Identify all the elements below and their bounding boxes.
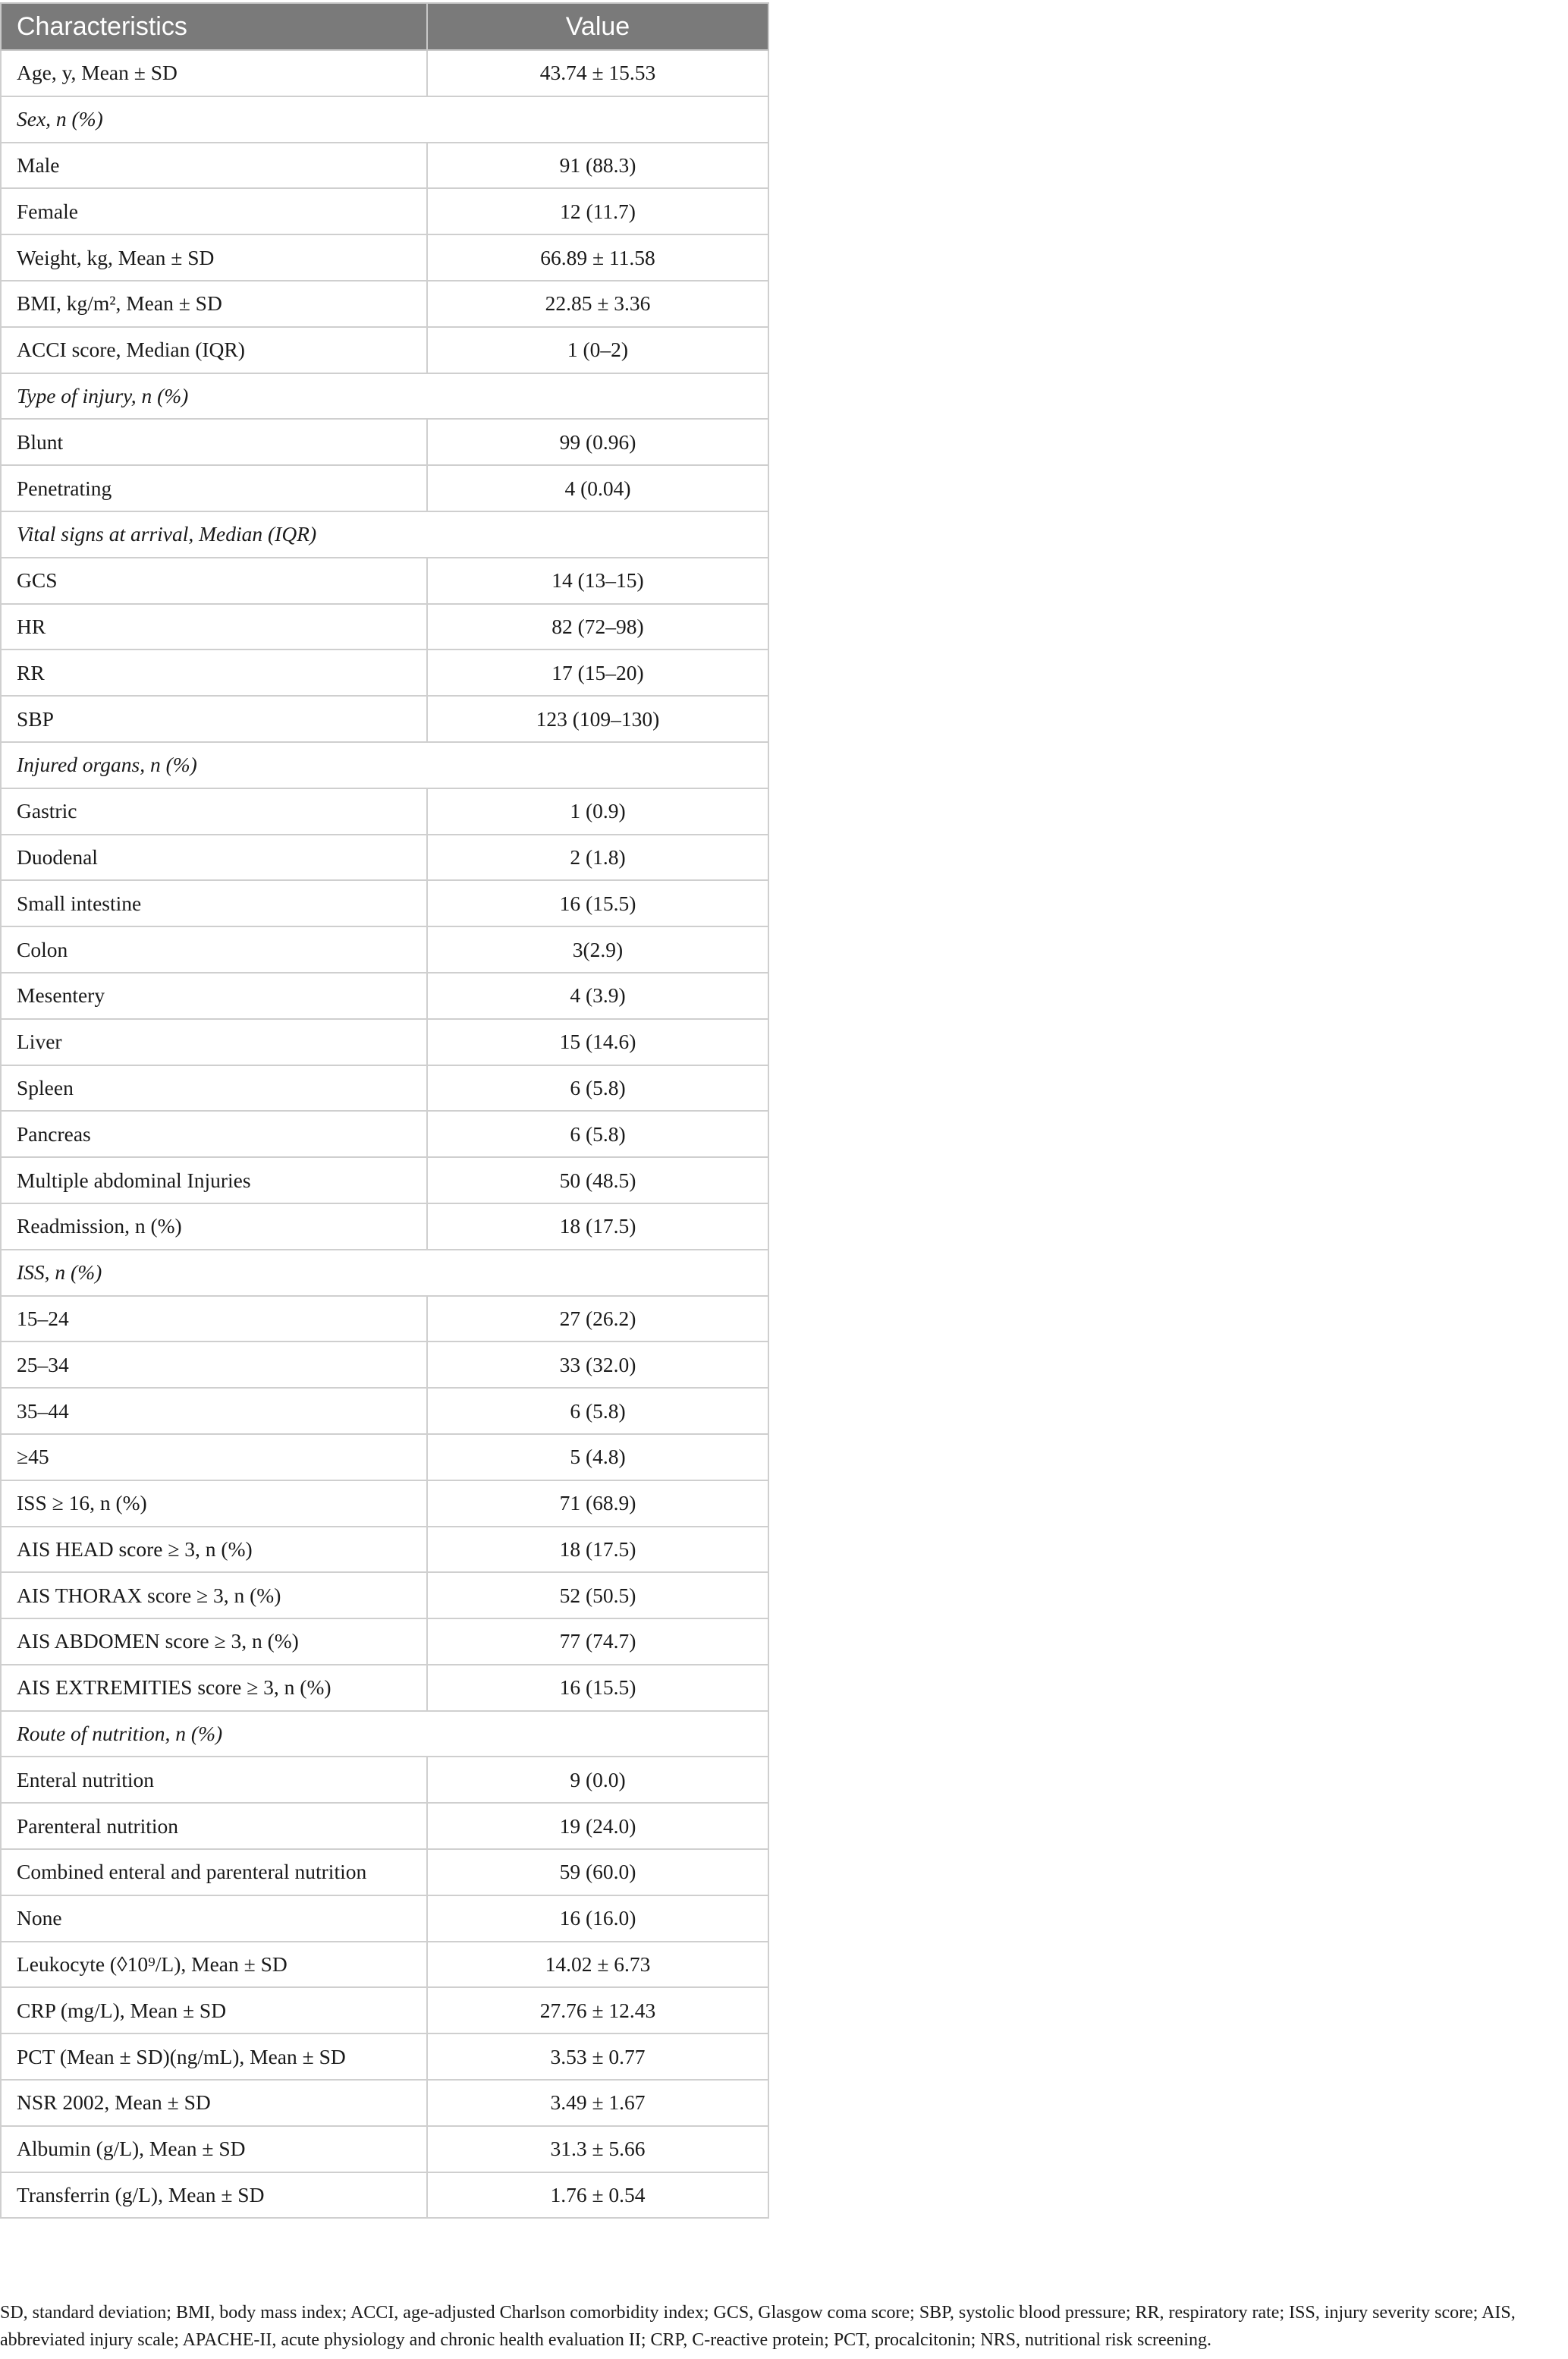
row-label: Penetrating [1, 465, 427, 511]
row-value: 19 (24.0) [427, 1803, 768, 1849]
row-label: Transferrin (g/L), Mean ± SD [1, 2172, 427, 2219]
row-value: 43.74 ± 15.53 [427, 50, 768, 96]
table-row [1, 281, 768, 327]
section-row [1, 96, 768, 143]
table-row [1, 650, 768, 696]
row-value: 2 (1.8) [427, 835, 768, 881]
table-row [1, 327, 768, 373]
row-value: 4 (0.04) [427, 465, 768, 511]
table-row [1, 2080, 768, 2126]
row-label: SBP [1, 696, 427, 742]
table-row [1, 1665, 768, 1711]
row-value: 33 (32.0) [427, 1341, 768, 1388]
row-value: 16 (15.5) [427, 880, 768, 926]
row-label: ≥45 [1, 1434, 427, 1480]
row-value: 1 (0–2) [427, 327, 768, 373]
row-label: Albumin (g/L), Mean ± SD [1, 2126, 427, 2172]
row-label: 15–24 [1, 1296, 427, 1342]
row-label: Spleen [1, 1065, 427, 1112]
table-row [1, 1434, 768, 1480]
table-row [1, 234, 768, 281]
row-label: Combined enteral and parenteral nutrition [1, 1849, 427, 1895]
table-row [1, 835, 768, 881]
table-row [1, 1019, 768, 1065]
row-label: BMI, kg/m², Mean ± SD [1, 281, 427, 327]
table-row [1, 2172, 768, 2219]
section-label: Injured organs, n (%) [1, 742, 768, 788]
row-value: 77 (74.7) [427, 1618, 768, 1665]
section-row [1, 373, 768, 420]
table-row [1, 880, 768, 926]
table-row [1, 2033, 768, 2080]
row-label: Gastric [1, 788, 427, 835]
row-value: 16 (16.0) [427, 1895, 768, 1942]
table-row [1, 188, 768, 234]
row-label: Leukocyte (◊10⁹/L), Mean ± SD [1, 1942, 427, 1988]
section-label: Route of nutrition, n (%) [1, 1711, 768, 1757]
section-label: Sex, n (%) [1, 96, 768, 143]
row-label: 35–44 [1, 1388, 427, 1434]
table-row [1, 1111, 768, 1157]
row-value: 3.49 ± 1.67 [427, 2080, 768, 2126]
table-row [1, 50, 768, 96]
table-row [1, 696, 768, 742]
row-label: Liver [1, 1019, 427, 1065]
row-value: 18 (17.5) [427, 1527, 768, 1573]
table-row [1, 1065, 768, 1112]
row-label: PCT (Mean ± SD)(ng/mL), Mean ± SD [1, 2033, 427, 2080]
table-row [1, 1757, 768, 1803]
row-label: GCS [1, 558, 427, 604]
table-row [1, 1388, 768, 1434]
row-value: 6 (5.8) [427, 1065, 768, 1112]
row-label: 25–34 [1, 1341, 427, 1388]
table-row [1, 1480, 768, 1527]
row-label: Duodenal [1, 835, 427, 881]
table-row [1, 1618, 768, 1665]
row-value: 16 (15.5) [427, 1665, 768, 1711]
row-value: 17 (15–20) [427, 650, 768, 696]
table-header-row [1, 3, 768, 50]
table-row [1, 1942, 768, 1988]
row-value: 71 (68.9) [427, 1480, 768, 1527]
row-label: Parenteral nutrition [1, 1803, 427, 1849]
table-row [1, 143, 768, 189]
table-row [1, 1803, 768, 1849]
table-row [1, 558, 768, 604]
row-label: Weight, kg, Mean ± SD [1, 234, 427, 281]
section-row [1, 742, 768, 788]
row-value: 66.89 ± 11.58 [427, 234, 768, 281]
table-footnote: SD, standard deviation; BMI, body mass index; ACCI, age-adjusted Charlson comorbidity index; GCS, Glasgow coma score; SBP, systolic blood pressure; RR, respiratory rate; ISS, injury severity score; AIS, abbreviated injury scale; APACHE-II, acute physiology and chronic health evaluation II; CRP, C-reactive protein; PCT, procalcitonin; NRS, nutritional risk screening. [0, 2303, 1516, 2350]
row-value: 50 (48.5) [427, 1157, 768, 1203]
row-value: 9 (0.0) [427, 1757, 768, 1803]
table-row [1, 465, 768, 511]
table-row [1, 1572, 768, 1618]
row-label: Mesentery [1, 973, 427, 1019]
row-label: Blunt [1, 419, 427, 465]
row-value: 15 (14.6) [427, 1019, 768, 1065]
table-body [1, 50, 768, 2218]
table-row [1, 2126, 768, 2172]
table-row [1, 604, 768, 650]
row-label: AIS HEAD score ≥ 3, n (%) [1, 1527, 427, 1573]
row-label: Multiple abdominal Injuries [1, 1157, 427, 1203]
table-row [1, 973, 768, 1019]
row-value: 59 (60.0) [427, 1849, 768, 1895]
row-label: Female [1, 188, 427, 234]
row-value: 18 (17.5) [427, 1203, 768, 1250]
row-label: Male [1, 143, 427, 189]
row-value: 99 (0.96) [427, 419, 768, 465]
column-header-characteristics: Characteristics [1, 3, 427, 50]
table-row [1, 1849, 768, 1895]
row-label: Small intestine [1, 880, 427, 926]
row-label: None [1, 1895, 427, 1942]
row-value: 27.76 ± 12.43 [427, 1987, 768, 2033]
table-row [1, 1203, 768, 1250]
row-value: 6 (5.8) [427, 1111, 768, 1157]
row-label: Pancreas [1, 1111, 427, 1157]
row-value: 82 (72–98) [427, 604, 768, 650]
characteristics-table [0, 2, 769, 2219]
table-row [1, 1895, 768, 1942]
row-value: 1.76 ± 0.54 [427, 2172, 768, 2219]
row-label: ACCI score, Median (IQR) [1, 327, 427, 373]
row-label: Enteral nutrition [1, 1757, 427, 1803]
row-value: 5 (4.8) [427, 1434, 768, 1480]
section-label: Vital signs at arrival, Median (IQR) [1, 511, 768, 558]
row-label: AIS EXTREMITIES score ≥ 3, n (%) [1, 1665, 427, 1711]
row-value: 123 (109–130) [427, 696, 768, 742]
row-value: 22.85 ± 3.36 [427, 281, 768, 327]
table-row [1, 926, 768, 973]
row-value: 52 (50.5) [427, 1572, 768, 1618]
row-label: CRP (mg/L), Mean ± SD [1, 1987, 427, 2033]
row-label: ISS ≥ 16, n (%) [1, 1480, 427, 1527]
row-value: 6 (5.8) [427, 1388, 768, 1434]
row-value: 91 (88.3) [427, 143, 768, 189]
column-header-value: Value [427, 3, 768, 50]
row-label: NSR 2002, Mean ± SD [1, 2080, 427, 2126]
table-row [1, 788, 768, 835]
table-row [1, 1527, 768, 1573]
section-row [1, 1250, 768, 1296]
table-row [1, 1987, 768, 2033]
row-value: 3(2.9) [427, 926, 768, 973]
row-value: 14.02 ± 6.73 [427, 1942, 768, 1988]
table-row [1, 1296, 768, 1342]
row-value: 3.53 ± 0.77 [427, 2033, 768, 2080]
row-label: AIS THORAX score ≥ 3, n (%) [1, 1572, 427, 1618]
row-label: HR [1, 604, 427, 650]
table-row [1, 1341, 768, 1388]
row-value: 31.3 ± 5.66 [427, 2126, 768, 2172]
section-row [1, 511, 768, 558]
section-label: Type of injury, n (%) [1, 373, 768, 420]
row-value: 1 (0.9) [427, 788, 768, 835]
row-value: 4 (3.9) [427, 973, 768, 1019]
table-row [1, 1157, 768, 1203]
row-value: 12 (11.7) [427, 188, 768, 234]
row-label: Readmission, n (%) [1, 1203, 427, 1250]
section-label: ISS, n (%) [1, 1250, 768, 1296]
table-row [1, 419, 768, 465]
section-row [1, 1711, 768, 1757]
row-label: RR [1, 650, 427, 696]
row-label: AIS ABDOMEN score ≥ 3, n (%) [1, 1618, 427, 1665]
row-value: 27 (26.2) [427, 1296, 768, 1342]
row-label: Age, y, Mean ± SD [1, 50, 427, 96]
row-value: 14 (13–15) [427, 558, 768, 604]
row-label: Colon [1, 926, 427, 973]
